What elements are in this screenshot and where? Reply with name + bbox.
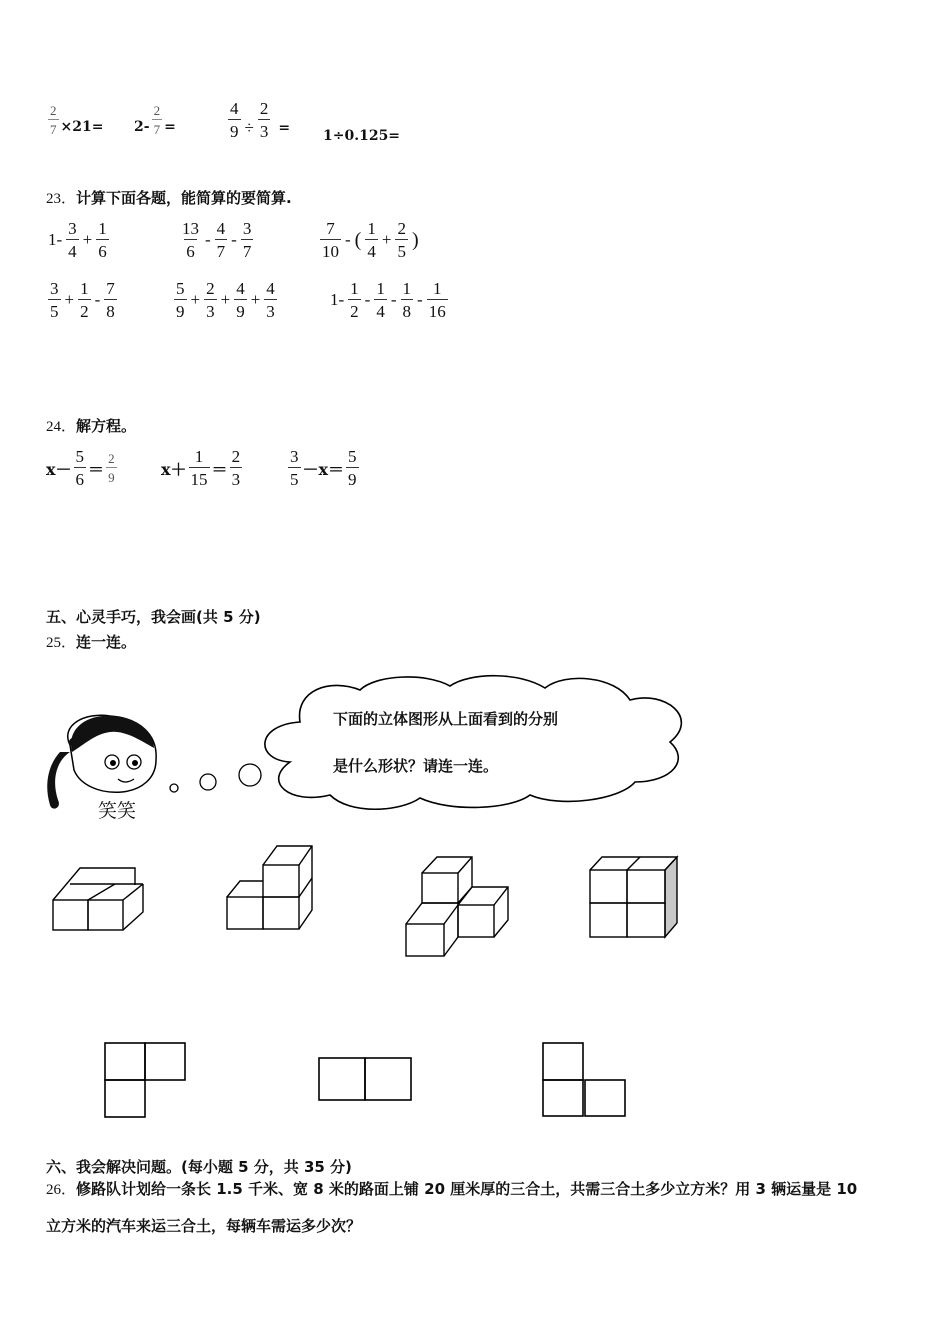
q26-line-1 [46,1182,857,1198]
operator: + [64,290,75,309]
operator: - [345,230,351,249]
operator: - [417,290,423,309]
operator: + [381,230,392,249]
fraction-denominator: 4 [374,299,387,320]
fraction-numerator: 13 [182,219,199,238]
section-6-title: 六、我会解决问题。(每小题 5 分，共 35 分) [46,1158,352,1176]
fraction-numerator: 2 [50,103,57,118]
fraction-numerator: 4 [266,279,275,298]
thought-bubble-medium [200,774,216,790]
operator: - [364,290,371,309]
fraction-numerator: 1 [376,279,385,298]
fraction-numerator: 1 [402,279,412,298]
operator: - [231,230,237,249]
fraction-denominator: 2 [348,299,361,320]
question-number: 25． [46,635,77,651]
fraction-numerator: 2 [231,447,241,466]
q26-line-2: 立方米的汽车来运三合土，每辆车需运多少次？ [46,1217,362,1235]
fraction-denominator: 8 [104,299,117,320]
fraction-numerator: 5 [348,447,357,466]
fraction-denominator: 7 [241,239,254,260]
fraction-denominator: 9 [174,299,187,320]
fraction-denominator: 5 [288,467,301,488]
fraction-denominator: 3 [230,467,243,488]
operator: 1- [48,230,63,249]
fraction-denominator: 10 [320,239,341,260]
fraction-numerator: 7 [106,279,115,298]
solid-2 [227,846,312,929]
fraction-numerator: 3 [68,219,77,238]
question-number: 24． [46,419,77,435]
fraction-numerator: 2 [206,279,215,298]
operator: + [190,290,201,309]
top-view-1 [105,1043,185,1117]
fraction-denominator: 9 [346,467,359,488]
question-title: 计算下面各题，能简算的要简算. [76,189,292,207]
fraction-denominator: 8 [401,299,414,320]
section-5-title: 五、心灵手巧，我会画(共 5 分) [46,608,261,626]
thought-bubble-large [239,764,261,786]
question-title: 连一连。 [76,633,137,651]
equals-sign: ＝ [88,459,105,479]
fraction-denominator: 9 [106,467,117,484]
operator: + [220,290,231,309]
fraction-numerator: 1 [80,279,89,298]
paren: ) [411,228,419,251]
fraction-denominator: 16 [427,299,448,320]
fraction-numerator: 3 [290,447,299,466]
fraction-numerator: 2 [153,103,161,118]
girl-name-label: 笑笑 [98,800,137,822]
fraction-numerator: 1 [367,219,376,238]
cloud-text-line-1: 下面的立体图形从上面看到的分别 [333,710,559,728]
equation-text: －x＝ [302,459,345,479]
fraction-denominator: 7 [152,119,163,136]
cloud-text-line-2: 是什么形状？请连一连。 [333,757,499,775]
fraction-numerator: 1 [432,279,442,298]
fraction-numerator: 3 [242,219,252,238]
fraction-numerator: 2 [397,219,406,238]
fraction-denominator: 9 [228,119,241,140]
operator: + [82,230,93,249]
fraction-denominator: 7 [48,119,59,136]
fraction-numerator: 4 [230,99,239,118]
expr-text: = [164,119,176,135]
fraction-denominator: 4 [365,239,378,260]
operator: ÷ [244,118,254,137]
thought-cloud [265,676,681,810]
fraction-numerator: 4 [216,219,226,238]
fraction-denominator: 3 [258,119,271,140]
q22-expr-4: 1÷0.125= [323,128,401,144]
fraction-numerator: 2 [108,451,115,466]
fraction-numerator: 5 [176,279,185,298]
fraction-denominator: 6 [96,239,109,260]
fraction-numerator: 1 [194,447,204,466]
operator: + [250,290,261,309]
fraction-denominator: 6 [74,467,87,488]
expr-text: 2- [134,119,150,135]
operator: - [94,290,101,309]
fraction-numerator: 1 [98,219,107,238]
fraction-numerator: 7 [326,219,335,238]
paren: ( [354,228,362,251]
top-view-2 [319,1058,411,1100]
question-number: 26． [46,1182,77,1198]
fraction-denominator: 4 [66,239,79,260]
top-view-3 [543,1043,625,1116]
fraction-denominator: 9 [234,299,247,320]
expr-text: = [278,120,291,136]
question-text: 修路队计划给一条长 1.5 千米、宽 8 米的路面上铺 20 厘米厚的三合土，共需三合土多少立方米？用 3 辆运量是 10 [76,1180,858,1198]
fraction-denominator: 3 [264,299,277,320]
fraction-numerator: 1 [350,279,359,298]
equation-text: x－ [46,459,72,479]
expr-text: ×21= [60,119,104,135]
solid-4 [590,857,677,937]
fraction-denominator: 5 [48,299,61,320]
equation-text: x＋ [161,459,187,479]
fraction-numerator: 5 [75,447,85,466]
fraction-denominator: 6 [184,239,197,260]
fraction-numerator: 3 [50,279,59,298]
thought-bubble-small [170,784,178,792]
fraction-numerator: 4 [236,279,245,298]
question-title: 解方程。 [76,417,137,435]
girl-icon [47,715,156,808]
fraction-denominator: 3 [204,299,217,320]
fraction-denominator: 2 [78,299,91,320]
operator: - [205,230,211,249]
fraction-denominator: 7 [215,239,228,260]
solid-3 [406,857,508,956]
solid-1 [53,868,143,930]
operator: - [390,290,397,309]
operator: 1- [330,290,345,309]
fraction-denominator: 15 [189,467,210,488]
fraction-numerator: 2 [259,99,269,118]
equals-sign: ＝ [211,459,228,479]
fraction-denominator: 5 [395,239,408,260]
question-number: 23． [46,191,77,207]
